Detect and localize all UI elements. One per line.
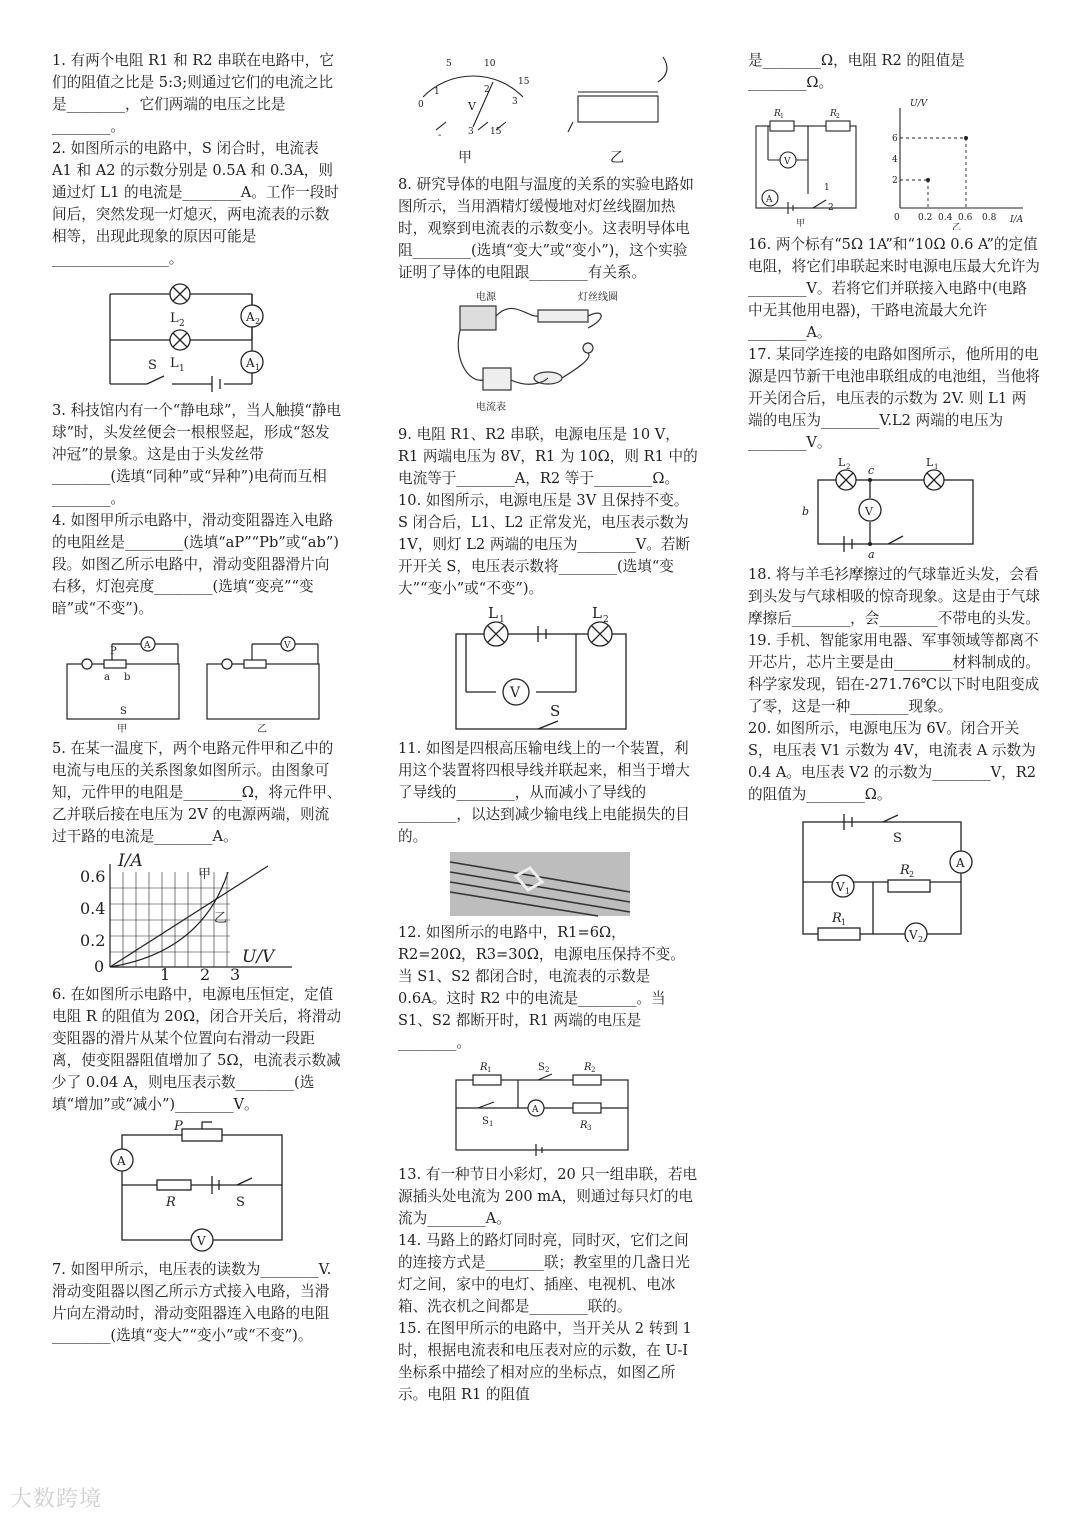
q6-V-label: V bbox=[197, 1234, 206, 1248]
q4-circuits-figure bbox=[52, 624, 342, 734]
q17-a-label: a bbox=[868, 548, 875, 560]
watermark: 大数跨境 bbox=[10, 1487, 103, 1512]
q15-switch-2: 2 bbox=[828, 203, 834, 213]
question-9: 9. 电阻 R1、R2 串联，电源电压是 10 V，R1 两端电压为 8V，R1 为 10Ω，则 R1 中的电流等于________A，R2 等于________Ω。 bbox=[398, 426, 698, 487]
q15-x-02: 0.2 bbox=[918, 213, 933, 223]
q17-L2-sub: 2 bbox=[846, 463, 851, 471]
q15-UV-axis: U/V bbox=[910, 99, 928, 109]
question-10: 10. 如图所示，电源电压是 3V 且保持不变。S 闭合后，L1、L2 正常发光，电压表示数为 1V，则灯 L2 两端的电压为________V。若断开开关 S，电压表示数将________(选填“变大”“变小”或“不变”)。 bbox=[398, 492, 694, 597]
label-filament-coil: 灯丝线圈 bbox=[578, 292, 618, 303]
q10-L1-sub: 1 bbox=[499, 615, 505, 625]
q15-figures bbox=[748, 98, 1040, 230]
q10-S-label: S bbox=[550, 702, 561, 720]
q4-a-label: a bbox=[104, 672, 110, 683]
L1-label: L bbox=[170, 356, 179, 371]
q12-R1-label: R bbox=[480, 1062, 488, 1073]
q17-L1-label: L bbox=[926, 458, 934, 469]
q15-R2-sub: 2 bbox=[836, 113, 840, 120]
q15-origin: 0 bbox=[894, 213, 900, 223]
q6-R-label: R bbox=[166, 1195, 176, 1210]
q5-iu-graph bbox=[52, 852, 342, 980]
q10-L1-label: L bbox=[488, 604, 498, 622]
q4-P-label: P bbox=[110, 646, 117, 657]
q4-S-label: S bbox=[120, 706, 127, 717]
question-7: 7. 如图甲所示，电压表的读数为________V.滑动变阻器以图乙所示方式接入电路，当滑片向左滑动时，滑动变阻器连入电路的电阻________(选填“变大”“变小”或“不变”)。 bbox=[52, 1261, 332, 1344]
meter-2: 2 bbox=[484, 85, 490, 95]
graph-yi-label: 乙 bbox=[214, 911, 228, 926]
q4-ammeter-label: A bbox=[144, 641, 151, 651]
graph-y-02: 0.2 bbox=[80, 931, 106, 950]
q12-R3-sub: 3 bbox=[587, 1124, 592, 1132]
q6-A-label: A bbox=[117, 1154, 126, 1168]
q10-L2-label: L bbox=[592, 604, 602, 622]
graph-x-1: 1 bbox=[160, 965, 171, 980]
q15-A-label: A bbox=[766, 195, 773, 205]
graph-y-04: 0.4 bbox=[80, 899, 106, 918]
L1-sub: 1 bbox=[179, 364, 185, 374]
q20-R2-label: R bbox=[900, 863, 910, 878]
question-11: 11. 如图是四根高压输电线上的一个装置，利用这个装置将四根导线并联起来，相当于增大了导线的________，从而减小了导线的________，以达到减少输电线上电能损失的目的。 bbox=[398, 740, 690, 845]
S-label: S bbox=[148, 358, 157, 373]
q20-V2-label: V bbox=[909, 928, 918, 942]
q20-V2-sub: 2 bbox=[918, 935, 924, 942]
q15-y-6: 6 bbox=[892, 134, 898, 144]
q15-V-label: V bbox=[784, 157, 791, 167]
A2-sub: 2 bbox=[255, 317, 261, 326]
meter-5: 5 bbox=[446, 59, 452, 69]
question-3: 3. 科技馆内有一个“静电球”，当人触摸“静电球”时，头发丝便会一根根竖起，形成“怒发冲冠”的景象。这是由于头发丝带________(选填“同种”或“异种”)电荷而互相________。 bbox=[52, 402, 342, 507]
question-8: 8. 研究导体的电阻与温度的关系的实验电路如图所示，当用酒精灯缓慢地对灯丝线圈加热时，观察到电流表的示数变小。这表明导体电阻________(选填“变大”或“变小”)，这个实验证明了导体的电阻跟________有关系。 bbox=[398, 176, 694, 281]
q10-circuit-figure bbox=[398, 604, 698, 734]
q15-switch-1: 1 bbox=[824, 183, 830, 193]
graph-x-3: 3 bbox=[230, 965, 241, 980]
column-1 bbox=[52, 50, 342, 1347]
question-19: 19. 手机、智能家用电器、军事领域等都离不开芯片，芯片主要是由________材料制成的。科学家发现，铝在-271.76℃以下时电阻变成了零，这是一种________现象。 bbox=[748, 632, 1040, 715]
question-2: 2. 如图所示的电路中，S 闭合时，电流表 A1 和 A2 的示数分别是 0.5A 和 0.3A，则通过灯 L1 的电流是________A。工作一段时间后，突然发现一灯熄灭，两电流表的示数相等，出现此现象的原因可能是________________。 bbox=[52, 140, 339, 267]
terminal-minus: - bbox=[438, 130, 442, 141]
q15-R2-label: R bbox=[830, 109, 837, 119]
q12-S1-sub: 1 bbox=[489, 1120, 494, 1128]
graph-x-2: 2 bbox=[200, 965, 211, 980]
question-16: 16. 两个标有“5Ω 1A”和“10Ω 0.6 A”的定值电阻，将它们串联起来时电源电压最大允许为________V。若将它们并联接入电路中(电路中无其他用电器)，干路电流最大允许________A。 bbox=[748, 236, 1040, 341]
q15-jia-label: 甲 bbox=[796, 219, 806, 229]
q12-S2-label: S bbox=[538, 1062, 545, 1073]
graph-jia-label: 甲 bbox=[198, 867, 212, 882]
q20-circuit-figure bbox=[748, 810, 1040, 942]
question-14: 14. 马路上的路灯同时亮，同时灭，它们之间的连接方式是________联；教室里的几盏日光灯之间，家中的电灯、插座、电视机、电冰箱、洗衣机之间都是________联的。 bbox=[398, 1232, 690, 1315]
q2-circuit-figure bbox=[52, 274, 342, 396]
terminal-3: 3 bbox=[468, 127, 474, 137]
A1-label: A bbox=[246, 356, 255, 370]
q20-R1-sub: 1 bbox=[841, 918, 847, 927]
meter-0: 0 bbox=[418, 100, 424, 110]
q4-voltmeter-label: V bbox=[284, 641, 291, 651]
label-power-source: 电源 bbox=[476, 292, 496, 303]
question-18: 18. 将与羊毛衫摩擦过的气球靠近头发，会看到头发与气球相吸的惊奇现象。这是由于气球摩擦后________，会________不带电的头发。 bbox=[748, 566, 1040, 627]
q15-x-04: 0.4 bbox=[938, 213, 953, 223]
q12-S1-label: S bbox=[482, 1116, 489, 1127]
meter-15: 15 bbox=[518, 77, 530, 87]
q7-figures bbox=[398, 52, 698, 170]
graph-U-axis: U/V bbox=[242, 947, 275, 967]
q10-V-label: V bbox=[510, 685, 521, 701]
q15-R1-sub: 1 bbox=[780, 113, 784, 120]
q4-jia-label: 甲 bbox=[117, 724, 127, 734]
q15-yi-label: 乙 bbox=[952, 223, 962, 230]
q6-P-label: P bbox=[174, 1120, 183, 1134]
graph-origin: 0 bbox=[94, 957, 105, 976]
q7-jia-label: 甲 bbox=[458, 150, 472, 166]
question-4: 4. 如图甲所示电路中，滑动变阻器连入电路的电阻丝是________(选填“aP”“Pb”或“ab”)段。如图乙所示电路中，滑动变阻器滑片向右移，灯泡亮度________(选填“变亮”“变暗”或“不变”)。 bbox=[52, 512, 340, 617]
q17-circuit-figure bbox=[748, 458, 1040, 560]
q12-circuit-figure bbox=[398, 1058, 698, 1160]
q15-x-06: 0.6 bbox=[958, 213, 973, 223]
question-12: 12. 如图所示的电路中，R1=6Ω，R2=20Ω，R3=30Ω，电源电压保持不变。当 S1、S2 都闭合时，电流表的示数是 0.6A。这时 R2 中的电流是________。当 S1、S2 都断开时，R1 两端的电压是________。 bbox=[398, 924, 685, 1051]
q4-yi-label: 乙 bbox=[257, 724, 267, 734]
graph-I-axis: I/A bbox=[118, 852, 143, 871]
column-3 bbox=[748, 50, 1040, 946]
question-20: 20. 如图所示，电源电压为 6V。闭合开关 S，电压表 V1 示数为 4V，电流表 A 示数为 0.4 A。电压表 V2 的示数为________V，R2 的阻值为________Ω。 bbox=[748, 720, 1041, 803]
q15-y-4: 4 bbox=[892, 155, 898, 165]
q15-y-2: 2 bbox=[892, 176, 898, 186]
q12-A-label: A bbox=[532, 1105, 539, 1115]
q17-V-label: V bbox=[865, 505, 873, 518]
A2-label: A bbox=[246, 310, 255, 324]
meter-V: V bbox=[468, 100, 476, 113]
q17-L2-label: L bbox=[838, 458, 846, 469]
L2-label: L bbox=[170, 311, 179, 326]
question-1: 1. 有两个电阻 R1 和 R2 串联在电路中，它们的阻值之比是 5:3;则通过它们的电流之比是________，它们两端的电压之比是________。 bbox=[52, 52, 334, 135]
question-15-part1: 15. 在图甲所示的电路中，当开关从 2 转到 1 时，根据电流表和电压表对应的示数，在 U-I 坐标系中描绘了相对应的坐标点，如图乙所示。电阻 R1 的阻值 bbox=[398, 1320, 697, 1403]
q20-S-label: S bbox=[893, 831, 902, 846]
question-6: 6. 在如图所示电路中，电源电压恒定，定值电阻 R 的阻值为 20Ω，闭合开关后，将滑动变阻器的滑片从某个位置向右滑动一段距离，使变阻器阻值增加了 5Ω，电流表示数减少了 0.04 A，则电压表示数________(选填“增加”或“减小”)________V。 bbox=[52, 986, 342, 1113]
question-5: 5. 在某一温度下，两个电路元件甲和乙中的电流与电压的关系图象如图所示。由图象可知，元件甲的电阻是________Ω，将元件甲、乙并联后接在电压为 2V 的电源两端，则流过干路的电流是________A。 bbox=[52, 740, 342, 845]
meter-1: 1 bbox=[434, 87, 440, 97]
q17-L1-sub: 1 bbox=[934, 463, 939, 471]
q15-R1-label: R bbox=[774, 109, 781, 119]
question-17: 17. 某同学连接的电路如图所示，他所用的电源是四节新干电池串联组成的电池组，当他将开关闭合后，电压表的示数为 2V. 则 L1 两端的电压为________V.L2 两端的电压为________V。 bbox=[748, 346, 1040, 451]
q17-b-label: b bbox=[802, 505, 810, 518]
L2-sub: 2 bbox=[179, 319, 185, 329]
label-ammeter: 电流表 bbox=[476, 402, 506, 413]
q12-R2-sub: 2 bbox=[591, 1066, 596, 1074]
meter-3: 3 bbox=[512, 97, 518, 107]
q6-circuit-figure bbox=[52, 1120, 342, 1255]
q8-experiment-figure bbox=[398, 288, 698, 420]
q17-c-label: c bbox=[868, 464, 875, 477]
q15-x-08: 0.8 bbox=[982, 213, 997, 223]
q20-R2-sub: 2 bbox=[909, 870, 915, 879]
q4-b-label: b bbox=[124, 672, 131, 683]
q20-V1-sub: 1 bbox=[845, 887, 851, 896]
terminal-15: 15 bbox=[490, 127, 502, 137]
q20-A-label: A bbox=[956, 856, 965, 870]
q12-R2-label: R bbox=[584, 1062, 592, 1073]
q12-R3-label: R bbox=[580, 1120, 588, 1131]
question-15-part2: 是________Ω，电阻 R2 的阻值是________Ω。 bbox=[748, 52, 965, 91]
q10-L2-sub: 2 bbox=[603, 615, 609, 625]
q12-S2-sub: 2 bbox=[545, 1066, 550, 1074]
q20-R1-label: R bbox=[832, 911, 842, 926]
graph-y-06: 0.6 bbox=[80, 867, 106, 886]
meter-10: 10 bbox=[484, 59, 496, 69]
q12-R1-sub: 1 bbox=[487, 1066, 492, 1074]
question-13: 13. 有一种节日小彩灯，20 只一组串联，若电源插头处电流为 200 mA，则通过每只灯的电流为________A。 bbox=[398, 1166, 698, 1227]
q20-V1-label: V bbox=[836, 880, 845, 894]
q15-IA-axis: I/A bbox=[1010, 215, 1024, 225]
column-2 bbox=[398, 48, 698, 1406]
q6-S-label: S bbox=[236, 1195, 245, 1210]
A1-sub: 1 bbox=[255, 363, 261, 372]
q7-yi-label: 乙 bbox=[610, 150, 624, 166]
q11-spacer-photo bbox=[398, 852, 698, 918]
